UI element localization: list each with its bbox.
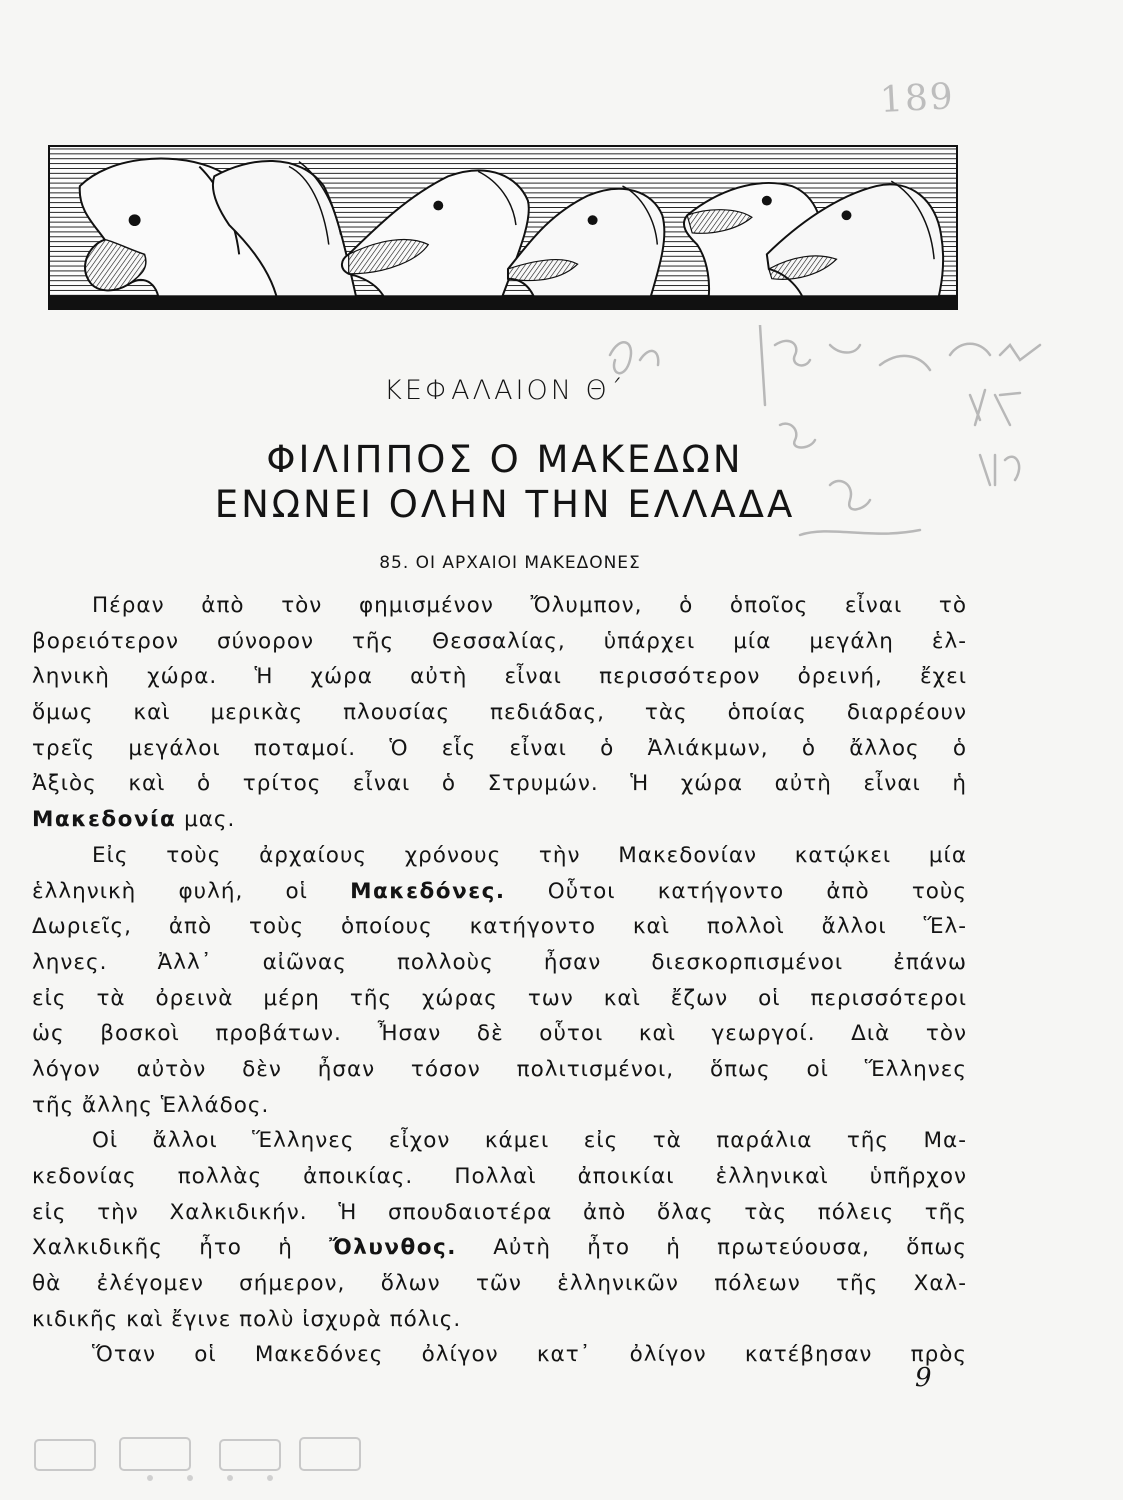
text-fragment: ἑλληνικὴ φυλή, οἱ — [32, 878, 351, 904]
text-line: εἰς τὰ ὀρεινὰ μέρη τῆς χώρας των καὶ ἔζων οἱ περισσότεροι — [32, 985, 967, 1011]
text-line: θὰ ἐλέγομεν σήμερον, ὅλων τῶν ἑλληνικῶν πόλεων τῆς Χαλ- — [32, 1271, 967, 1297]
text-line — [32, 874, 967, 910]
text-line: λόγον αὐτὸν δὲν ἦσαν τόσον πολιτισμένοι, ὅπως οἱ Ἕλληνες — [32, 1056, 967, 1082]
text-line: ληνες. Ἀλλ᾽ αἰῶνας πολλοὺς ἦσαν διεσκορπισμένοι ἐπάνω — [32, 949, 967, 975]
text-line: τρεῖς μεγάλοι ποταμοί. Ὁ εἷς εἶναι ὁ Ἀλιάκμων, ὁ ἄλλος ὁ — [32, 735, 967, 761]
text-fragment: Χαλκιδικῆς ἦτο ἡ — [32, 1235, 330, 1261]
text-line: Ἀξιὸς καὶ ὁ τρίτος εἶναι ὁ Στρυμών. Ἡ χώρα αὐτὴ εἶναι ἡ — [32, 771, 967, 797]
text-line: Δωριεῖς, ἀπὸ τοὺς ὁποίους κατήγοντο καὶ πολλοὶ ἄλλοι Ἕλ- — [32, 914, 967, 940]
archive-page-number: 189 — [878, 76, 956, 121]
text-line: Εἰς τοὺς ἀρχαίους χρόνους τὴν Μακεδονίαν κατῴκει μία — [92, 842, 967, 868]
text-line: τῆς ἄλλης Ἑλλάδος. — [32, 1092, 270, 1118]
text-fragment: Αὐτὴ ἦτο ἡ πρωτεύουσα, ὅπως — [456, 1235, 967, 1261]
bold-term: Μακεδόνες. — [350, 878, 506, 904]
text-line: κεδονίας πολλὰς ἀποικίας. Πολλαὶ ἀποικίαι ἑλληνικαὶ ὑπῆρχον — [32, 1164, 967, 1189]
text-fragment: Οὗτοι κατήγοντο ἀπὸ τοὺς — [505, 878, 967, 904]
body-text — [32, 588, 967, 1373]
text-line: βορειότερον σύνορον τῆς Θεσσαλίας, ὑπάρχει μία μεγάλη ἑλ- — [32, 628, 967, 654]
chapter-title-line-2: ΕΝΩΝΕΙ ΟΛΗΝ ΤΗΝ ΕΛΛΑΔΑ — [214, 483, 796, 526]
bold-term: Μακεδονία — [32, 807, 177, 833]
text-line: κιδικῆς καὶ ἔγινε πολὺ ἰσχυρὰ πόλις. — [32, 1306, 462, 1332]
text-fragment: μας. — [176, 807, 236, 833]
text-line: Οἱ ἄλλοι Ἕλληνες εἶχον κάμει εἰς τὰ παράλια τῆς Μα- — [92, 1128, 967, 1154]
text-line: ὡς βοσκοὶ προβάτων. Ἦσαν δὲ οὗτοι καὶ γεωργοί. Διὰ τὸν — [32, 1021, 967, 1047]
chapter-label: ΚΕΦΑΛΑΙΟΝ Θ΄ — [384, 375, 626, 406]
bold-term: Ὄλυνθος. — [329, 1235, 457, 1261]
stamp-marks-icon — [30, 1430, 430, 1490]
horses-frieze-banner — [48, 145, 958, 310]
chapter-title-line-1: ΦΙΛΙΠΠΟΣ Ο ΜΑΚΕΔΩΝ — [266, 438, 744, 481]
text-line: Ὅταν οἱ Μακεδόνες ὀλίγον κατ᾽ ὀλίγον κατέβησαν πρὸς — [92, 1342, 967, 1368]
page-number: 9 — [915, 1363, 932, 1393]
text-line — [32, 1230, 967, 1266]
text-line: Πέραν ἀπὸ τὸν φημισμένον Ὄλυμπον, ὁ ὁποῖος εἶναι τὸ — [92, 593, 967, 618]
text-line — [32, 802, 967, 838]
text-line: ὅμως καὶ μερικὰς πλουσίας πεδιάδας, τὰς ὁποίας διαρρέουν — [32, 700, 967, 726]
text-line: εἰς τὴν Χαλκιδικήν. Ἡ σπουδαιοτέρα ἀπὸ ὅλας τὰς πόλεις τῆς — [32, 1199, 967, 1225]
text-line: ληνικὴ χώρα. Ἡ χώρα αὐτὴ εἶναι περισσότερον ὀρεινή, ἔχει — [32, 664, 967, 690]
horses-frieze-illustration-icon — [50, 147, 956, 308]
faint-library-stamp — [30, 1430, 430, 1490]
section-heading: 85. ΟΙ ΑΡΧΑΙΟΙ ΜΑΚΕΔΟΝΕΣ — [379, 553, 641, 573]
